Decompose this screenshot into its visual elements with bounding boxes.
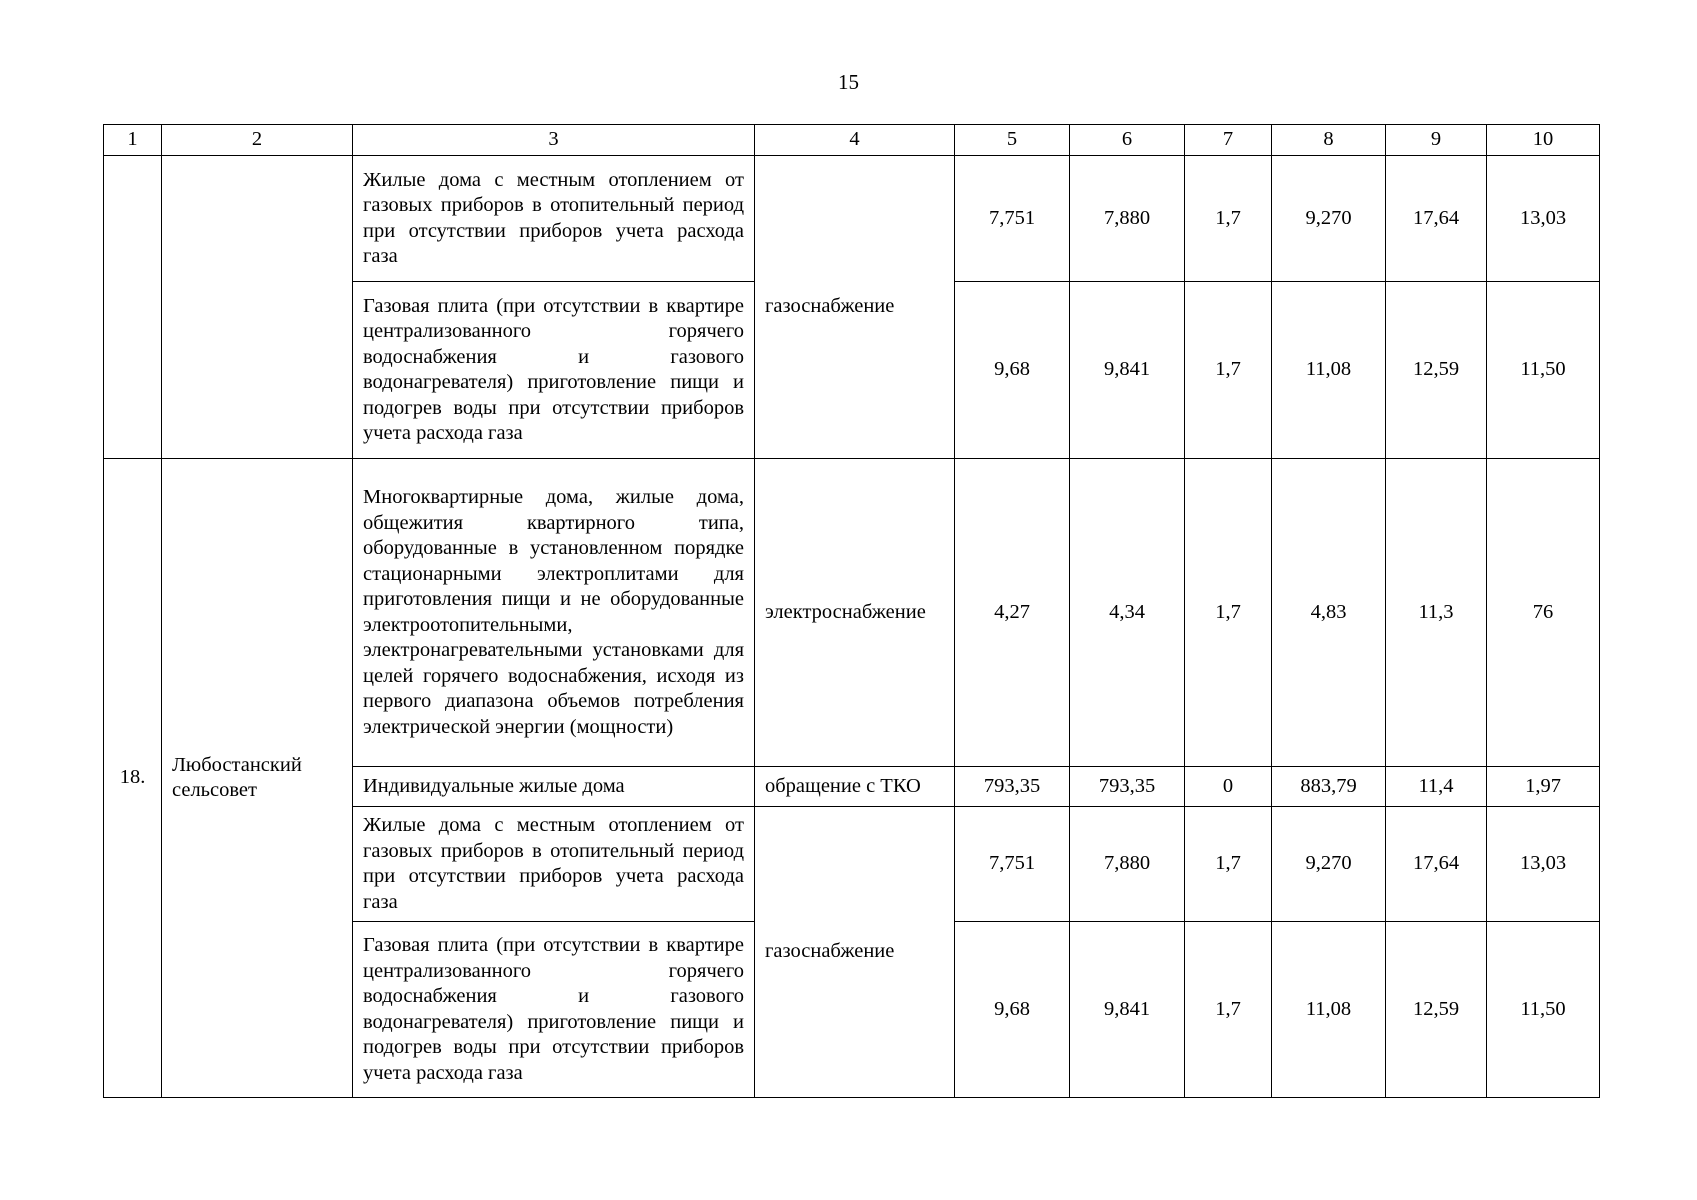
value-cell: 11,50 [1487,922,1600,1098]
value-cell: 7,751 [955,807,1070,922]
value-cell: 4,34 [1070,459,1185,767]
housing-type-cell: Многоквартирные дома, жилые дома, общежития квартирного типа, оборудованные в установленном порядке стационарными электроплитами для приготовления пищи и не оборудованные электроотопительными, электронагревательными установками для целей горячего водоснабжения, исходя из первого диапазона объемов потребления электрической энергии (мощности) [353,459,755,767]
column-header: 3 [353,125,755,156]
value-cell: 4,83 [1272,459,1386,767]
value-cell: 1,7 [1185,807,1272,922]
value-cell: 9,270 [1272,156,1386,282]
housing-type-cell: Жилые дома с местным отоплением от газовых приборов в отопительный период при отсутствии приборов учета расхода газа [353,156,755,282]
column-header: 7 [1185,125,1272,156]
value-cell: 76 [1487,459,1600,767]
value-cell: 9,68 [955,922,1070,1098]
value-cell: 1,97 [1487,767,1600,807]
value-cell: 11,50 [1487,282,1600,459]
value-cell: 0 [1185,767,1272,807]
table-row [104,156,1600,282]
row-number-cell: 18. [104,459,162,1098]
value-cell: 7,880 [1070,807,1185,922]
value-cell: 11,3 [1386,459,1487,767]
value-cell: 1,7 [1185,156,1272,282]
value-cell: 13,03 [1487,156,1600,282]
service-cell: электроснабжение [755,459,955,767]
value-cell: 9,68 [955,282,1070,459]
column-header: 1 [104,125,162,156]
value-cell: 9,841 [1070,922,1185,1098]
value-cell: 13,03 [1487,807,1600,922]
column-header: 2 [162,125,353,156]
value-cell: 11,08 [1272,922,1386,1098]
page-number: 15 [838,70,859,94]
value-cell: 7,751 [955,156,1070,282]
value-cell: 9,841 [1070,282,1185,459]
value-cell: 1,7 [1185,282,1272,459]
column-number-row [104,125,1600,156]
value-cell: 12,59 [1386,922,1487,1098]
column-header: 8 [1272,125,1386,156]
value-cell: 7,880 [1070,156,1185,282]
value-cell: 11,08 [1272,282,1386,459]
housing-type-cell: Жилые дома с местным отоплением от газовых приборов в отопительный период при отсутствии приборов учета расхода газа [353,807,755,922]
service-cell: газоснабжение [755,156,955,459]
column-header: 10 [1487,125,1600,156]
value-cell: 1,7 [1185,459,1272,767]
empty-municipality-cell [162,156,353,459]
housing-type-cell: Газовая плита (при отсутствии в квартире централизованного горячего водоснабжения и газового водонагревателя) приготовление пищи и подогрев воды при отсутствии приборов учета расхода газа [353,922,755,1098]
value-cell: 11,4 [1386,767,1487,807]
value-cell: 9,270 [1272,807,1386,922]
empty-number-cell [104,156,162,459]
value-cell: 4,27 [955,459,1070,767]
service-cell: газоснабжение [755,807,955,1098]
value-cell: 17,64 [1386,156,1487,282]
column-header: 6 [1070,125,1185,156]
table-row [104,459,1600,767]
column-header: 9 [1386,125,1487,156]
value-cell: 883,79 [1272,767,1386,807]
value-cell: 793,35 [1070,767,1185,807]
service-cell: обращение с ТКО [755,767,955,807]
tariff-table [103,124,1600,1098]
value-cell: 793,35 [955,767,1070,807]
column-header: 4 [755,125,955,156]
housing-type-cell: Газовая плита (при отсутствии в квартире централизованного горячего водоснабжения и газового водонагревателя) приготовление пищи и подогрев воды при отсутствии приборов учета расхода газа [353,282,755,459]
housing-type-cell: Индивидуальные жилые дома [353,767,755,807]
municipality-cell: Любостанский сельсовет [162,459,353,1098]
column-header: 5 [955,125,1070,156]
value-cell: 1,7 [1185,922,1272,1098]
value-cell: 17,64 [1386,807,1487,922]
value-cell: 12,59 [1386,282,1487,459]
